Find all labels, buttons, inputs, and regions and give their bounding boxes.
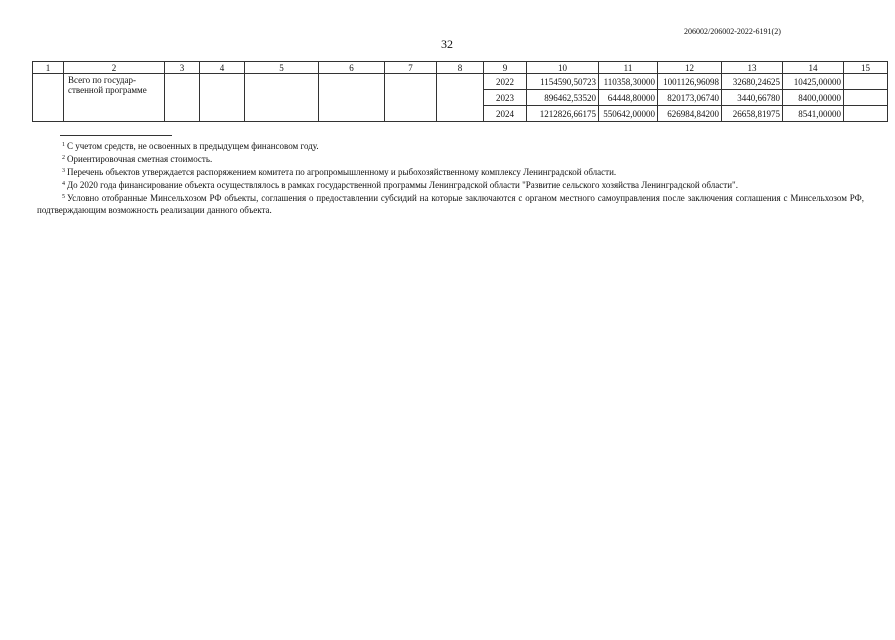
footnote-mark: 1 (62, 142, 65, 148)
footnote-text: Перечень объектов утверждается распоряжением комитета по агропромышленному и рыбохозяйственному комплексу Ленинградской области. (67, 167, 617, 177)
column-number: 6 (319, 62, 385, 74)
column-number: 15 (844, 62, 888, 74)
footnote (37, 152, 864, 165)
year-cell: 2023 (484, 90, 527, 106)
footnote-text: До 2020 года финансирование объекта осуществлялось в рамках государственной программы Ленинградской области "Развитие сельского хозяйства Ленинградской области". (67, 180, 738, 190)
footnotes (37, 139, 864, 216)
total-label: Всего по государ-ственной программе (64, 74, 165, 122)
footnote (37, 139, 864, 152)
column-number: 1 (33, 62, 64, 74)
table-row (33, 74, 888, 90)
value-cell: 64448,80000 (599, 90, 658, 106)
value-cell: 1212826,66175 (527, 106, 599, 122)
footnote-divider (60, 135, 172, 136)
column-number: 14 (783, 62, 844, 74)
value-cell: 626984,84200 (658, 106, 722, 122)
empty-cell (385, 74, 437, 122)
footnote (37, 165, 864, 178)
value-cell: 26658,81975 (722, 106, 783, 122)
document-id: 206002/206002-2022-6191(2) (684, 27, 781, 36)
column-number: 11 (599, 62, 658, 74)
empty-cell (844, 74, 888, 90)
value-cell: 10425,00000 (783, 74, 844, 90)
empty-cell (165, 74, 200, 122)
value-cell: 8541,00000 (783, 106, 844, 122)
empty-cell (245, 74, 319, 122)
value-cell: 1154590,50723 (527, 74, 599, 90)
column-number: 10 (527, 62, 599, 74)
value-cell: 3440,66780 (722, 90, 783, 106)
footnote-mark: 3 (62, 168, 65, 174)
column-number: 3 (165, 62, 200, 74)
column-number: 8 (437, 62, 484, 74)
footnote-text: Ориентировочная сметная стоимость. (67, 154, 213, 164)
value-cell: 32680,24625 (722, 74, 783, 90)
column-number: 2 (64, 62, 165, 74)
empty-cell (33, 74, 64, 122)
footnote-mark: 2 (62, 155, 65, 161)
column-number: 13 (722, 62, 783, 74)
value-cell: 820173,06740 (658, 90, 722, 106)
page-number: 32 (441, 37, 453, 51)
column-number: 7 (385, 62, 437, 74)
column-number: 12 (658, 62, 722, 74)
footnote (37, 178, 864, 191)
value-cell: 110358,30000 (599, 74, 658, 90)
column-number-row (33, 62, 888, 74)
value-cell: 896462,53520 (527, 90, 599, 106)
value-cell: 8400,00000 (783, 90, 844, 106)
empty-cell (437, 74, 484, 122)
empty-cell (844, 90, 888, 106)
budget-table (32, 61, 888, 122)
year-cell: 2022 (484, 74, 527, 90)
footnote-text: Условно отобранные Минсельхозом РФ объекты, соглашения о предоставлении субсидий на которые заключаются с органом местного самоуправления после заключения соглашения с Минсельхозом РФ, подтверждающим возможность реализации данного объекта. (37, 193, 864, 215)
column-number: 9 (484, 62, 527, 74)
footnote-text: С учетом средств, не освоенных в предыдущем финансовом году. (67, 141, 319, 151)
empty-cell (319, 74, 385, 122)
column-number: 5 (245, 62, 319, 74)
empty-cell (844, 106, 888, 122)
footnote-mark: 5 (62, 194, 65, 200)
footnote-mark: 4 (62, 181, 65, 187)
empty-cell (200, 74, 245, 122)
value-cell: 550642,00000 (599, 106, 658, 122)
value-cell: 1001126,96098 (658, 74, 722, 90)
year-cell: 2024 (484, 106, 527, 122)
column-number: 4 (200, 62, 245, 74)
footnote (37, 191, 864, 216)
